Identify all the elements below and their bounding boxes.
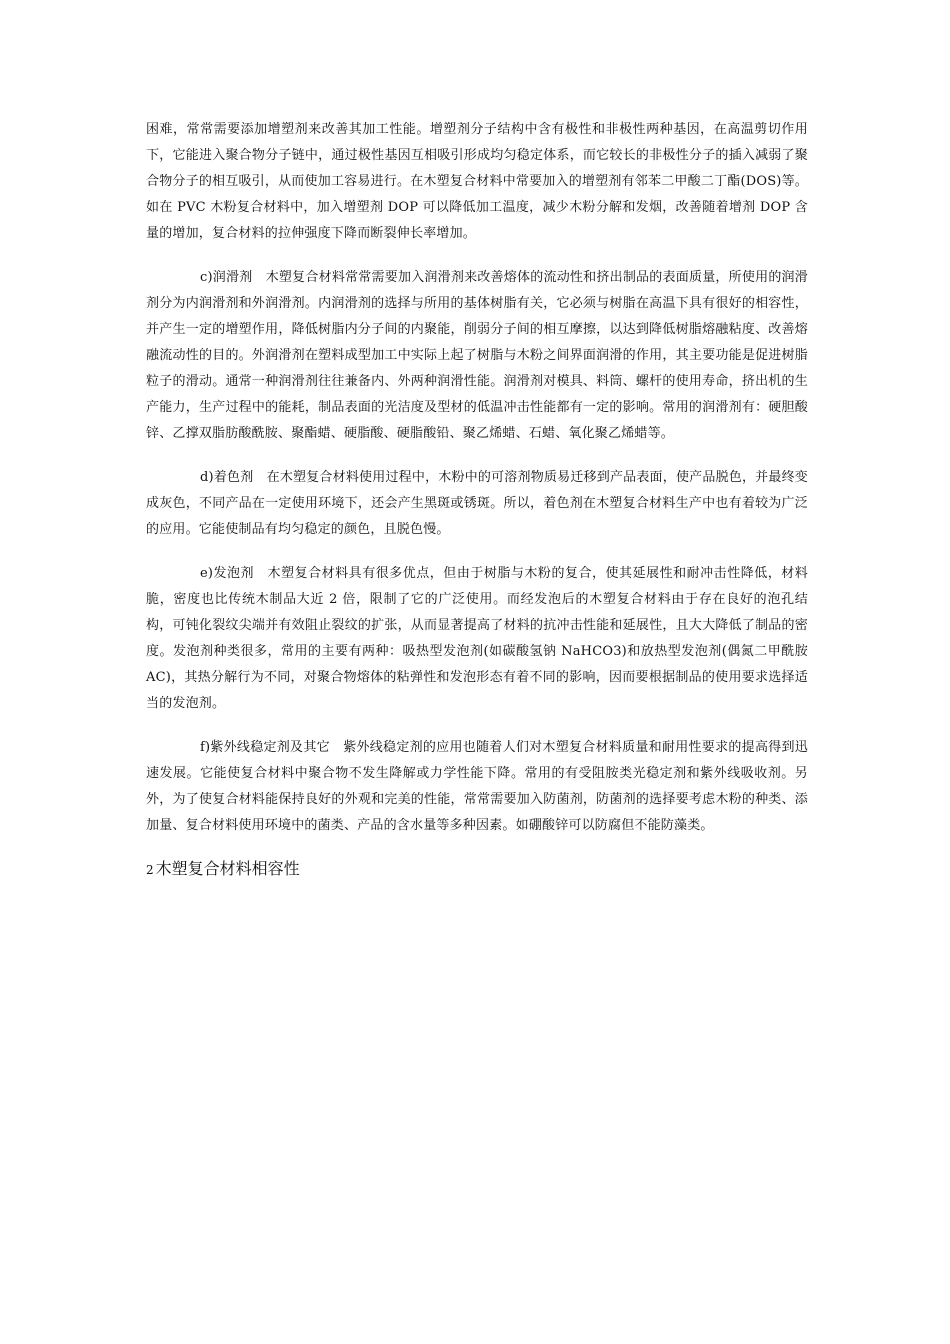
document-body (146, 117, 808, 882)
paragraph-uv-stabilizer: f)紫外线稳定剂及其它 紫外线稳定剂的应用也随着人们对木塑复合材料质量和耐用性要求的提高得到迅速发展。它能使复合材料中聚合物不发生降解或力学性能下降。常用的有受阻胺类光稳定剂和紫外线吸收剂。另外，为了使复合材料能保持良好的外观和完美的性能，常常需要加入防菌剂，防菌剂的选择要考虑木粉的种类、添加量、复合材料使用环境中的菌类、产品的含水量等多种因素。如硼酸锌可以防腐但不能防藻类。 (146, 740, 808, 833)
paragraph-plasticizer: 困难，常常需要添加增塑剂来改善其加工性能。增塑剂分子结构中含有极性和非极性两种基因，在高温剪切作用下，它能进入聚合物分子链中，通过极性基因互相吸引形成均匀稳定体系，而它较长的非极性分子的插入减弱了聚合物分子的相互吸引，从而使加工容易进行。在木塑复合材料中常要加入的增塑剂有邻苯二甲酸二丁酯(DOS)等。如在 PVC 木粉复合材料中，加入增塑剂 DOP 可以降低加工温度，减少木粉分解和发烟，改善随着增剂 DOP 含量的增加，复合材料的拉伸强度下降而断裂伸长率增加。 (146, 122, 808, 241)
section-title: 木塑复合材料相容性 (155, 859, 300, 878)
paragraph-foaming-agent: e)发泡剂 木塑复合材料具有很多优点，但由于树脂与木粉的复合，使其延展性和耐冲击性降低，材料脆，密度也比传统木制品大近 2 倍，限制了它的广泛使用。而经发泡后的木塑复合材料由于存在良好的泡孔结构，可钝化裂纹尖端并有效阻止裂纹的扩张，从而显著提高了材料的抗冲击性能和延展性，且大大降低了制品的密度。发泡剂种类很多，常用的主要有两种：吸热型发泡剂(如碳酸氢钠 NaHCO3)和放热型发泡剂(偶氮二甲酰胺 AC)，其热分解行为不同，对聚合物熔体的粘弹性和发泡形态有着不同的影响，因而要根据制品的使用要求选择适当的发泡剂。 (146, 566, 808, 711)
paragraph-colorant: d)着色剂 在木塑复合材料使用过程中，木粉中的可溶剂物质易迁移到产品表面，使产品脱色，并最终变成灰色，不同产品在一定使用环境下，还会产生黑斑或锈斑。所以，着色剂在木塑复合材料生产中也有着较为广泛的应用。它能使制品有均匀稳定的颜色，且脱色慢。 (146, 470, 808, 537)
section-heading (146, 857, 808, 882)
paragraph-lubricant: c)润滑剂 木塑复合材料常常需要加入润滑剂来改善熔体的流动性和挤出制品的表面质量，所使用的润滑剂分为内润滑剂和外润滑剂。内润滑剂的选择与所用的基体树脂有关，它必须与树脂在高温下具有很好的相容性，并产生一定的增塑作用，降低树脂内分子间的内聚能，削弱分子间的相互摩擦，以达到降低树脂熔融粘度、改善熔融流动性的目的。外润滑剂在塑料成型加工中实际上起了树脂与木粉之间界面润滑的作用，其主要功能是促进树脂粒子的滑动。通常一种润滑剂往往兼备内、外两种润滑性能。润滑剂对模具、料筒、螺杆的使用寿命，挤出机的生产能力，生产过程中的能耗，制品表面的光洁度及型材的低温冲击性能都有一定的影响。常用的润滑剂有：硬胆酸锌、乙撑双脂肪酸酰胺、聚酯蜡、硬脂酸、硬脂酸铅、聚乙烯蜡、石蜡、氧化聚乙烯蜡等。 (146, 270, 808, 441)
section-number: 2 (146, 863, 154, 877)
